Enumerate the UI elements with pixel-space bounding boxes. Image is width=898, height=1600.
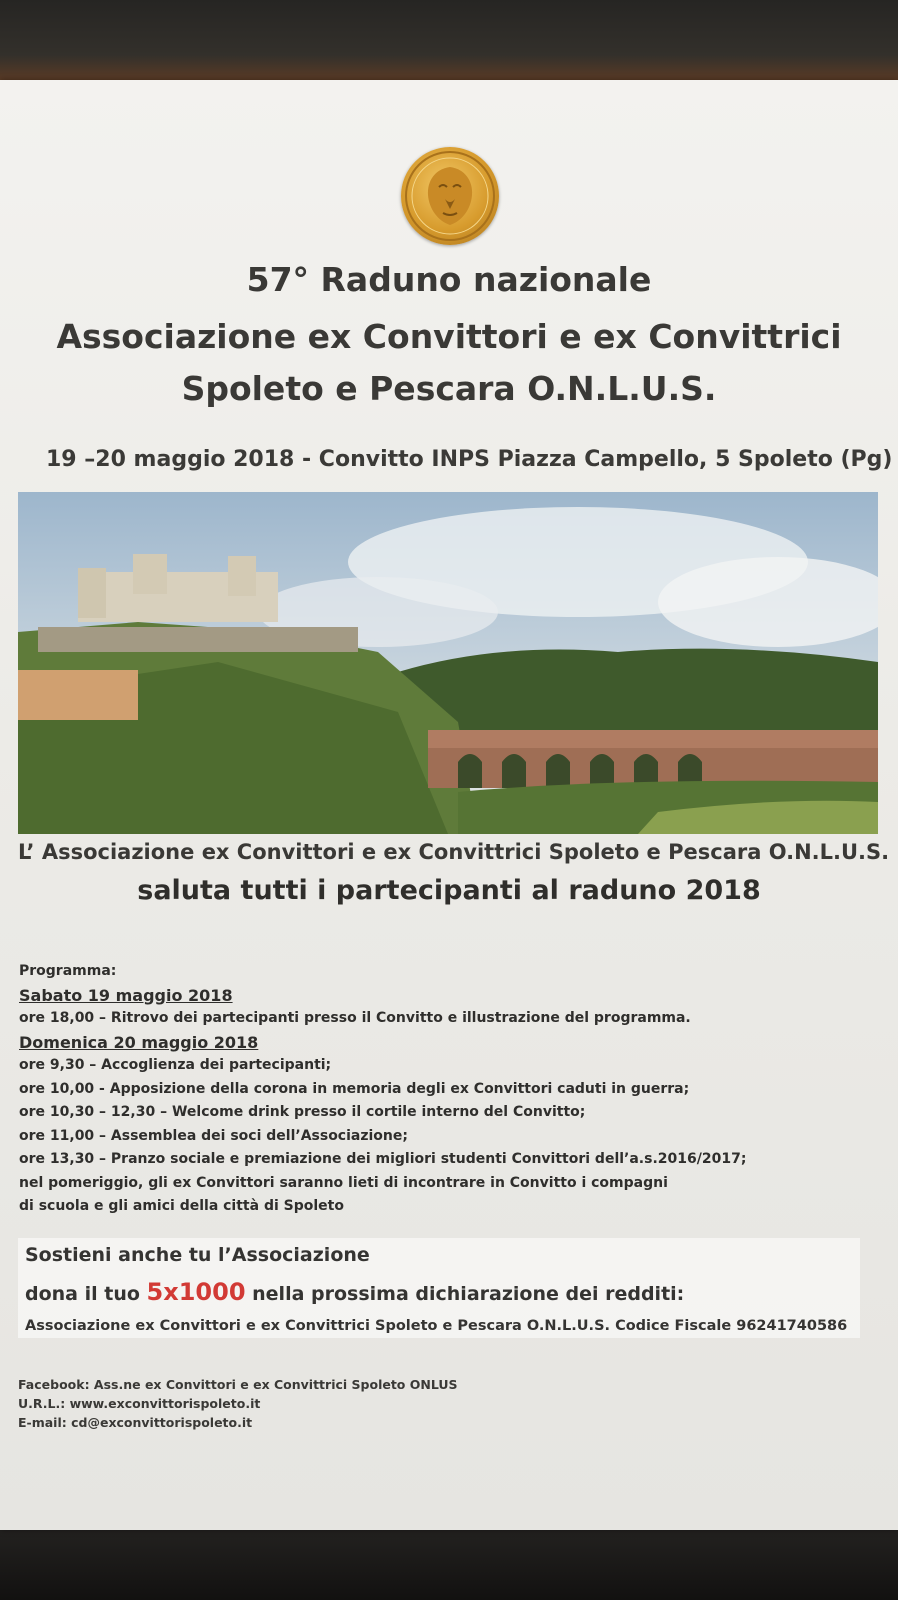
facebook-contact: Facebook: Ass.ne ex Convittori e ex Convittrici Spoleto ONLUS: [18, 1377, 458, 1392]
website-contact: U.R.L.: www.exconvittorispoleto.it: [18, 1396, 261, 1411]
program-item: ore 11,00 – Assemblea dei soci dell’Associazione;: [19, 1127, 408, 1144]
fiscal-code-line: Associazione ex Convittori e ex Convittrici Spoleto e Pescara O.N.L.U.S. Codice Fiscale 96241740586: [25, 1318, 848, 1334]
email-contact: E-mail: cd@exconvittorispoleto.it: [18, 1415, 253, 1430]
association-greeting-line: L’ Associazione ex Convittori e ex Convittrici Spoleto e Pescara O.N.L.U.S.: [18, 840, 890, 864]
greeting-message: saluta tutti i partecipanti al raduno 2018: [137, 875, 761, 906]
program-item: ore 10,00 - Apposizione della corona in memoria degli ex Convittori caduti in guerra;: [19, 1080, 690, 1097]
event-date-location: 19 –20 maggio 2018 - Convitto INPS Piazza Campello, 5 Spoleto (Pg): [46, 447, 893, 472]
program-item: ore 10,30 – 12,30 – Welcome drink presso il cortile interno del Convitto;: [19, 1104, 586, 1120]
program-section: [19, 960, 746, 1219]
program-item: di scuola e gli amici della città di Spoleto: [19, 1198, 344, 1214]
program-item: nel pomeriggio, gli ex Convittori saranno lieti di incontrare in Convitto i compagni: [19, 1174, 668, 1191]
donation-line: [25, 1278, 684, 1306]
program-item: ore 9,30 – Accoglienza dei partecipanti;: [19, 1057, 332, 1073]
support-heading: Sostieni anche tu l’Associazione: [25, 1244, 370, 1266]
program-item: ore 13,30 – Pranzo sociale e premiazione dei migliori studenti Convittori dell’a.s.2016/2017;: [19, 1151, 747, 1167]
day2-heading: Domenica 20 maggio 2018: [19, 1032, 259, 1052]
association-name-line: Associazione ex Convittori e ex Convittrici: [56, 317, 842, 356]
association-location-line: Spoleto e Pescara O.N.L.U.S.: [181, 369, 717, 408]
donation-text-after: nella prossima dichiarazione dei redditi:: [245, 1283, 685, 1305]
program-label: Programma:: [19, 963, 117, 979]
five-per-mille-highlight: 5x1000: [146, 1278, 246, 1306]
landscape-photo: [18, 492, 878, 834]
contacts-section: [18, 1375, 458, 1432]
event-title: 57° Raduno nazionale: [246, 260, 652, 299]
day1-heading: Sabato 19 maggio 2018: [19, 985, 233, 1005]
lion-head-icon: [401, 147, 499, 245]
program-item: ore 18,00 – Ritrovo dei partecipanti presso il Convitto e illustrazione del programma.: [19, 1010, 691, 1026]
flyer-paper: [0, 80, 898, 1530]
donation-text-before: dona il tuo: [25, 1283, 147, 1305]
